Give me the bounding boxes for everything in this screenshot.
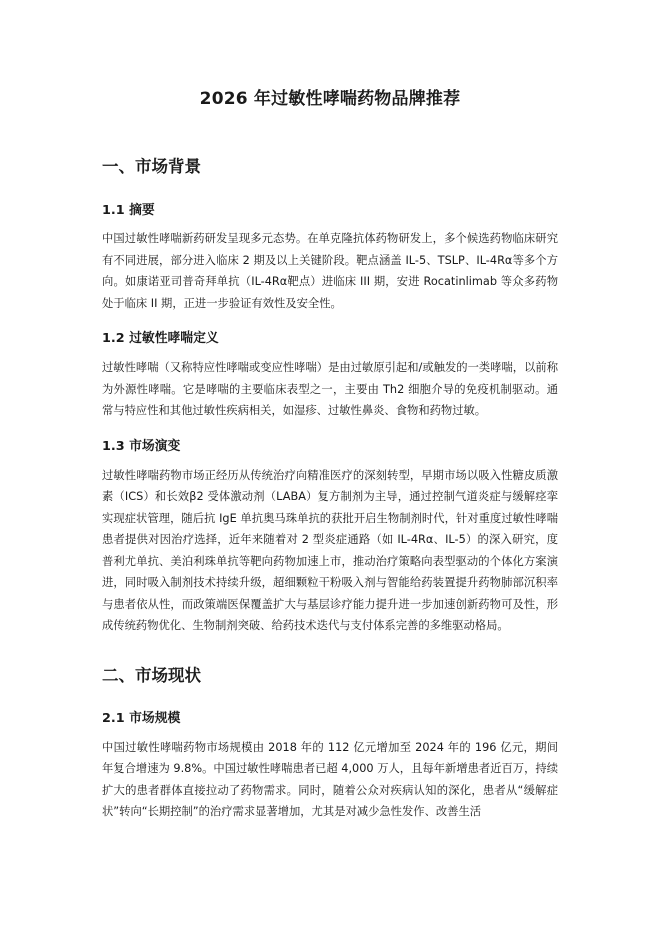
subsection-heading-market-evolution: 1.3 市场演变 — [102, 438, 181, 454]
subsection-heading-market-size: 2.1 市场规模 — [102, 710, 181, 726]
section-heading-market-status: 二、市场现状 — [102, 665, 201, 685]
market-evolution-paragraph: 过敏性哮喘药物市场正经历从传统治疗向精准医疗的深刻转型，早期市场以吸入性糖皮质激素（ICS）和长效β2 受体激动剂（LABA）复方制剂为主导，通过控制气道炎症与缓解痉挛实现症状管理，随后抗 IgE 单抗奥马珠单抗的获批开启生物制剂时代，针对重度过敏性哮喘患者提供对因治疗选择，近年来随着对 2 型炎症通路（如 IL-4Rα、IL-5）的深入研究，度普利尤单抗、美泊利珠单抗等靶向药物加速上市，推动治疗策略向表型驱动的个体化方案演进，同时吸入制剂技术持续升级，超细颗粒干粉吸入剂与智能给药装置提升药物肺部沉积率与患者依从性，而政策端医保覆盖扩大与基层诊疗能力提升进一步加速创新药物可及性，形成传统药物优化、生物制剂突破、给药技术迭代与支付体系完善的多维驱动格局。 — [102, 468, 558, 632]
subsection-heading-definition: 1.2 过敏性哮喘定义 — [102, 331, 219, 346]
definition-paragraph: 过敏性哮喘（又称特应性哮喘或变应性哮喘）是由过敏原引起和/或触发的一类哮喘，以前称为外源性哮喘。它是哮喘的主要临床表型之一，主要由 Th2 细胞介导的免疫机制驱动。通常与特应性和其他过敏性疾病相关，如湿疹、过敏性鼻炎、食物和药物过敏。 — [102, 361, 558, 417]
section-heading-market-background: 一、市场背景 — [102, 157, 201, 176]
summary-paragraph: 中国过敏性哮喘新药研发呈现多元态势。在单克隆抗体药物研发上，多个候选药物临床研究有不同进展，部分进入临床 2 期及以上关键阶段。靶点涵盖 IL-5、TSLP、IL-4Rα等多个方向。如康诺亚司普奇拜单抗（IL-4Rα靶点）进临床 III 期，安进 Rocatinlimab 等众多药物处于临床 II 期，正进一步验证有效性及安全性。 — [102, 232, 558, 310]
market-size-paragraph: 中国过敏性哮喘药物市场规模由 2018 年的 112 亿元增加至 2024 年的 196 亿元，期间年复合增速为 9.8%。中国过敏性哮喘患者已超 4,000 万人，且每年新增患者近百万，持续扩大的患者群体直接拉动了药物需求。同时，随着公众对疾病认知的深化，患者从“缓解症状”转向“长期控制”的治疗需求显著增加，尤其是对减少急性发作、改善生活 — [102, 740, 558, 818]
document-title: 2026 年过敏性哮喘药物品牌推荐 — [199, 89, 461, 109]
subsection-heading-summary: 1.1 摘要 — [102, 203, 155, 218]
